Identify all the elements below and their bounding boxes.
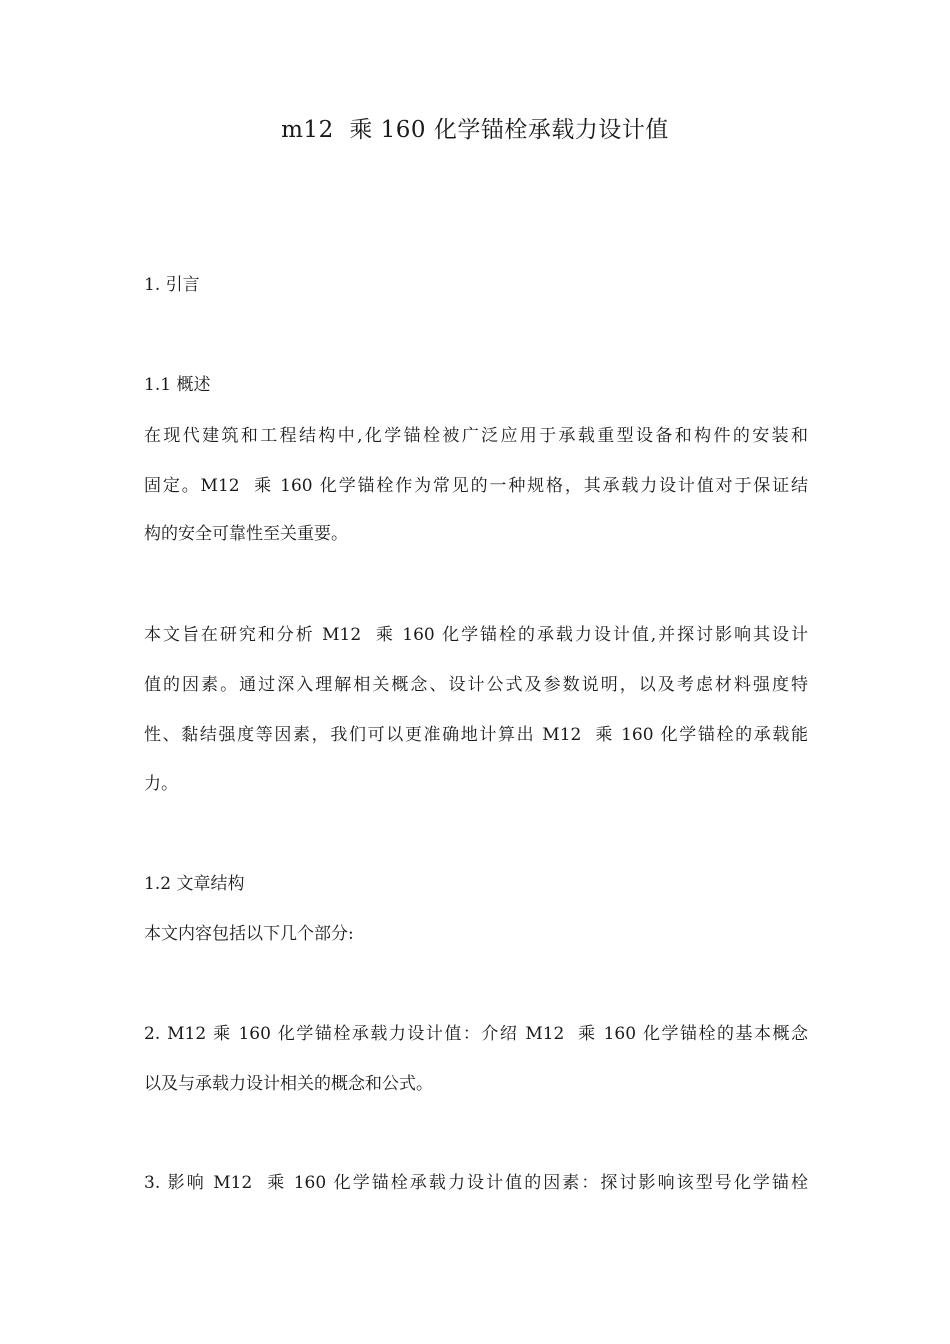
overview-paragraph-1-line-2: 固定。M12 乘 160 化学锚栓作为常见的一种规格，其承载力设计值对于保证结 [144,476,808,496]
structure-intro-text: 本文内容包括以下几个部分: [144,924,354,944]
overview-paragraph-2-line-3: 性、黏结强度等因素，我们可以更准确地计算出 M12 乘 160 化学锚栓的承载能 [144,725,808,745]
overview-paragraph-1-line-1: 在现代建筑和工程结构中,化学锚栓被广泛应用于承载重型设备和构件的安装和 [144,426,808,446]
list-item-2-line-1: 2. M12 乘 160 化学锚栓承载力设计值：介绍 M12 乘 160 化学锚栓的基本概念 [144,1024,808,1044]
list-item-3-line-1: 3. 影响 M12 乘 160 化学锚栓承载力设计值的因素：探讨影响该型号化学锚栓 [144,1173,808,1193]
section-heading-introduction: 1. 引言 [144,275,200,295]
overview-paragraph-2-line-4: 力。 [144,774,178,794]
overview-paragraph-1-line-3: 构的安全可靠性至关重要。 [144,524,348,544]
section-heading-overview: 1.1 概述 [144,375,211,395]
document-title: m12 乘 160 化学锚栓承载力设计值 [281,117,669,143]
overview-paragraph-2-line-2: 值的因素。通过深入理解相关概念、设计公式及参数说明，以及考虑材料强度特 [144,675,808,695]
overview-paragraph-2-line-1: 本文旨在研究和分析 M12 乘 160 化学锚栓的承载力设计值,并探讨影响其设计 [144,625,808,645]
list-item-2-line-2: 以及与承载力设计相关的概念和公式。 [144,1074,433,1094]
section-heading-article-structure: 1.2 文章结构 [144,874,245,894]
